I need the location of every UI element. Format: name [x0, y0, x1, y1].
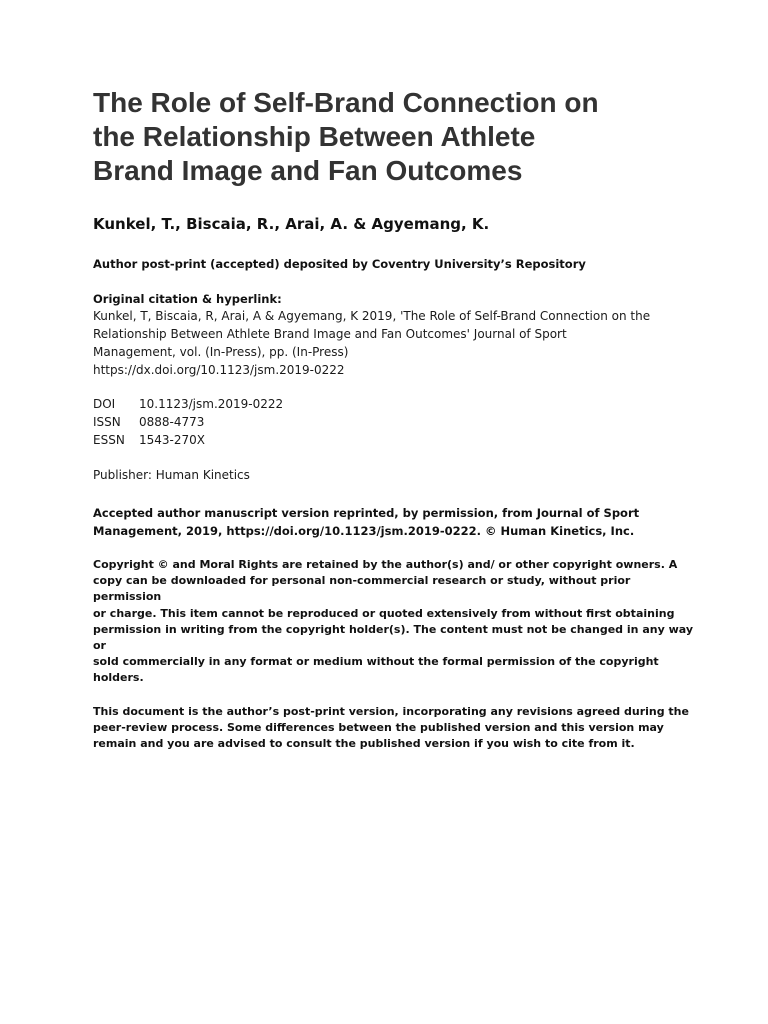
citation-heading: Original citation & hyperlink: [93, 292, 282, 306]
citation-line: Relationship Between Athlete Brand Image and Fan Outcomes' Journal of Sport [93, 327, 567, 341]
citation-text [93, 307, 693, 379]
copyright-notice [93, 557, 693, 687]
identifier-row-issn [93, 413, 693, 431]
copyright-line: sold commercially in any format or medium without the formal permission of the copyright [93, 655, 659, 669]
citation-line: Kunkel, T, Biscaia, R, Arai, A & Agyemang, K 2019, 'The Role of Self-Brand Connection on the [93, 309, 651, 323]
deposit-note: Author post-print (accepted) deposited by Coventry University’s Repository [93, 257, 586, 271]
copyright-line: permission in writing from the copyright holder(s). The content must not be changed in any way or [93, 622, 693, 653]
copyright-line: or charge. This item cannot be reproduced or quoted extensively from without first obtaining [93, 606, 675, 620]
copyright-line: holders. [93, 671, 144, 685]
author-list: Kunkel, T., Biscaia, R., Arai, A. & Agyemang, K. [93, 215, 490, 233]
identifier-value: 10.1123/jsm.2019-0222 [139, 397, 284, 411]
identifier-value: 1543-270X [139, 433, 205, 447]
accepted-line: Accepted author manuscript version reprinted, by permission, from Journal of Sport [93, 506, 640, 520]
accepted-manuscript-note [93, 504, 693, 540]
publisher-line: Publisher: Human Kinetics [93, 468, 250, 482]
citation-link[interactable]: https://dx.doi.org/10.1123/jsm.2019-0222 [93, 363, 345, 377]
identifier-key: ISSN [93, 415, 121, 429]
document-title: The Role of Self-Brand Connection on the Relationship Between Athlete Brand Image and Fan Outcomes [93, 87, 599, 186]
document-content [93, 86, 693, 752]
identifier-row-essn [93, 431, 693, 449]
postprint-line: This document is the author’s post-print version, incorporating any revisions agreed during the [93, 704, 689, 718]
accepted-line: Management, 2019, https://doi.org/10.1123/jsm.2019-0222. © Human Kinetics, Inc. [93, 524, 635, 538]
identifier-row-doi [93, 395, 693, 413]
postprint-line: remain and you are advised to consult the published version if you wish to cite from it. [93, 737, 635, 751]
postprint-notice [93, 704, 693, 753]
citation-line: Management, vol. (In-Press), pp. (In-Press) [93, 345, 349, 359]
identifier-list [93, 395, 693, 449]
copyright-line: copy can be downloaded for personal non-commercial research or study, without prior permission [93, 574, 631, 604]
copyright-line: Copyright © and Moral Rights are retained by the author(s) and/ or other copyright owners. A [93, 558, 678, 571]
identifier-value: 0888-4773 [139, 415, 205, 429]
identifier-key: DOI [93, 397, 116, 411]
identifier-key: ESSN [93, 433, 125, 447]
postprint-line: peer-review process. Some differences between the published version and this version may [93, 720, 664, 734]
